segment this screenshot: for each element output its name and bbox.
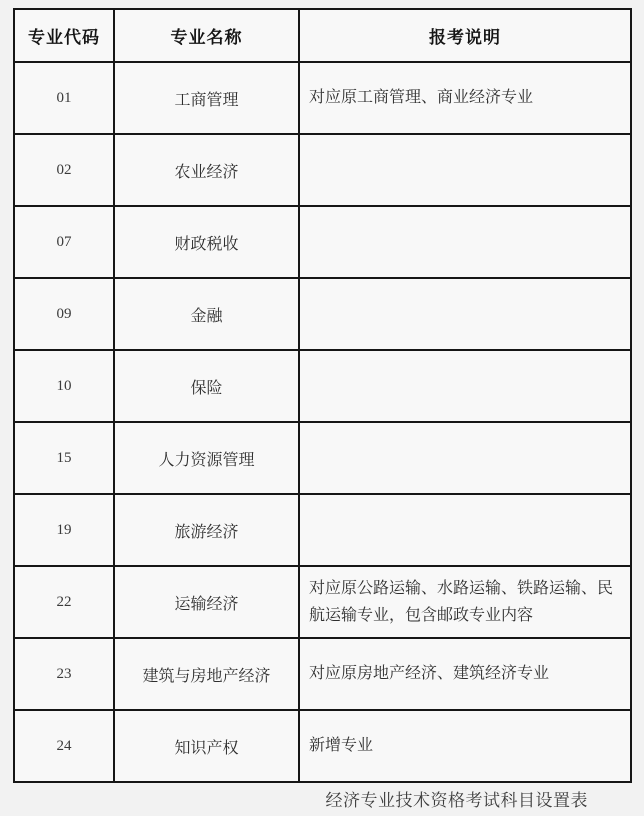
table-row (14, 422, 631, 494)
cell-note (299, 206, 631, 278)
header-cell-note: 报考说明 (299, 9, 631, 62)
cell-note (299, 494, 631, 566)
table-row (14, 638, 631, 710)
cell-note (299, 350, 631, 422)
table-row (14, 278, 631, 350)
header-row (14, 9, 631, 62)
subject-table (13, 8, 632, 783)
cell-code: 15 (14, 422, 114, 494)
table-row (14, 350, 631, 422)
cell-code: 10 (14, 350, 114, 422)
table-row (14, 494, 631, 566)
cell-name: 农业经济 (114, 134, 299, 206)
cell-name: 旅游经济 (114, 494, 299, 566)
cell-name: 工商管理 (114, 62, 299, 134)
header-cell-name: 专业名称 (114, 9, 299, 62)
cell-name: 运输经济 (114, 566, 299, 638)
cell-code: 02 (14, 134, 114, 206)
cell-note (299, 422, 631, 494)
cell-note (299, 134, 631, 206)
table-row (14, 62, 631, 134)
cell-code: 01 (14, 62, 114, 134)
cell-name: 知识产权 (114, 710, 299, 782)
cell-name: 建筑与房地产经济 (114, 638, 299, 710)
cell-name: 财政税收 (114, 206, 299, 278)
subject-table-body (14, 62, 631, 782)
cell-code: 09 (14, 278, 114, 350)
subject-table-header (14, 9, 631, 62)
cell-note: 新增专业 (299, 710, 631, 782)
cell-name: 金融 (114, 278, 299, 350)
cell-code: 23 (14, 638, 114, 710)
table-row (14, 134, 631, 206)
cell-code: 24 (14, 710, 114, 782)
cell-name: 保险 (114, 350, 299, 422)
table-row (14, 206, 631, 278)
table-row (14, 710, 631, 782)
cell-note: 对应原房地产经济、建筑经济专业 (299, 638, 631, 710)
cell-code: 22 (14, 566, 114, 638)
header-cell-code: 专业代码 (14, 9, 114, 62)
cell-name: 人力资源管理 (114, 422, 299, 494)
cell-note (299, 278, 631, 350)
cell-note: 对应原公路运输、水路运输、铁路运输、民航运输专业，包含邮政专业内容 (299, 566, 631, 638)
table-caption: 经济专业技术资格考试科目设置表 (325, 791, 588, 810)
table-row (14, 566, 631, 638)
cell-code: 07 (14, 206, 114, 278)
cell-code: 19 (14, 494, 114, 566)
cell-note: 对应原工商管理、商业经济专业 (299, 62, 631, 134)
